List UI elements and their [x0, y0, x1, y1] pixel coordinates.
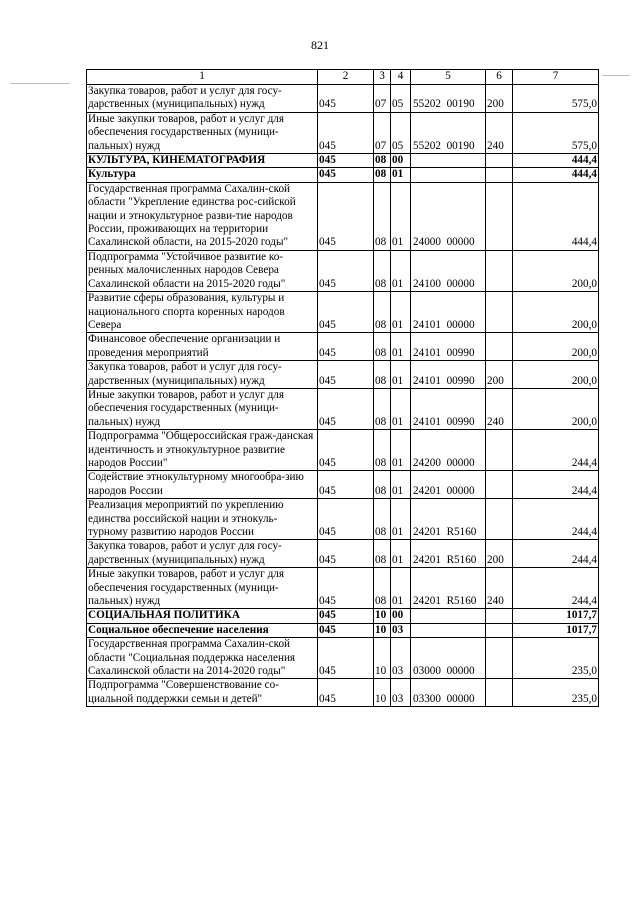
target-article-cell: 24201 00000 — [411, 471, 486, 499]
subsection-code-cell: 03 — [391, 679, 411, 707]
target-article-cell — [411, 168, 486, 182]
table-body — [87, 85, 599, 707]
amount-cell: 444,4 — [513, 168, 599, 182]
subsection-code-cell: 05 — [391, 112, 411, 153]
expense-type-cell — [486, 623, 513, 637]
section-code-cell: 08 — [374, 154, 391, 168]
table-row — [87, 609, 599, 623]
department-code-cell: 045 — [318, 250, 374, 291]
row-name-cell: Иные закупки товаров, работ и услуг для обеспечения государственных (муници-пальных) нужд — [87, 568, 318, 609]
subsection-code-cell: 01 — [391, 333, 411, 361]
section-code-cell: 07 — [374, 85, 391, 113]
amount-cell: 200,0 — [513, 388, 599, 429]
table-row — [87, 540, 599, 568]
section-code-cell: 08 — [374, 471, 391, 499]
department-code-cell: 045 — [318, 388, 374, 429]
section-code-cell: 08 — [374, 250, 391, 291]
department-code-cell: 045 — [318, 292, 374, 333]
row-name-cell: Финансовое обеспечение организации и проведения мероприятий — [87, 333, 318, 361]
department-code-cell: 045 — [318, 168, 374, 182]
section-code-cell: 08 — [374, 568, 391, 609]
expense-type-cell — [486, 638, 513, 679]
subsection-code-cell: 01 — [391, 540, 411, 568]
amount-cell: 235,0 — [513, 679, 599, 707]
row-name-cell: Закупка товаров, работ и услуг для госу-дарственных (муниципальных) нужд — [87, 361, 318, 389]
table-row — [87, 361, 599, 389]
expense-type-cell: 240 — [486, 112, 513, 153]
row-name-cell: Подпрограмма "Устойчивое развитие ко-ренных малочисленных народов Севера Сахалинской области на 2015-2020 годы" — [87, 250, 318, 291]
table-row — [87, 623, 599, 637]
expense-type-cell — [486, 430, 513, 471]
amount-cell: 1017,7 — [513, 623, 599, 637]
table-row — [87, 333, 599, 361]
column-header: 1 — [87, 70, 318, 85]
target-article-cell: 24201 R5160 — [411, 540, 486, 568]
row-name-cell: КУЛЬТУРА, КИНЕМАТОГРАФИЯ — [87, 154, 318, 168]
target-article-cell: 24101 00000 — [411, 292, 486, 333]
target-article-cell: 24101 00990 — [411, 388, 486, 429]
department-code-cell: 045 — [318, 154, 374, 168]
expense-type-cell — [486, 154, 513, 168]
row-name-cell: Закупка товаров, работ и услуг для госу-дарственных (муниципальных) нужд — [87, 85, 318, 113]
department-code-cell: 045 — [318, 85, 374, 113]
subsection-code-cell: 05 — [391, 85, 411, 113]
row-name-cell: Государственная программа Сахалин-ской области "Укрепление единства рос-сийской нации и этнокультурное разви-тие народов России, проживающих на территории Сахалинской области, на 2015-2020 годы" — [87, 182, 318, 250]
scan-artifact — [602, 75, 630, 76]
expense-type-cell: 240 — [486, 388, 513, 429]
amount-cell: 444,4 — [513, 154, 599, 168]
row-name-cell: Развитие сферы образования, культуры и национального спорта коренных народов Севера — [87, 292, 318, 333]
department-code-cell: 045 — [318, 333, 374, 361]
section-code-cell: 08 — [374, 292, 391, 333]
row-name-cell: Подпрограмма "Общероссийская граж-данская идентичность и этнокультурное развитие народов России" — [87, 430, 318, 471]
row-name-cell: Социальное обеспечение населения — [87, 623, 318, 637]
department-code-cell: 045 — [318, 499, 374, 540]
target-article-cell: 03300 00000 — [411, 679, 486, 707]
expense-type-cell — [486, 333, 513, 361]
page-number: 821 — [311, 38, 329, 52]
expense-type-cell: 200 — [486, 361, 513, 389]
column-header: 2 — [318, 70, 374, 85]
department-code-cell: 045 — [318, 540, 374, 568]
target-article-cell: 24000 00000 — [411, 182, 486, 250]
target-article-cell: 24200 00000 — [411, 430, 486, 471]
department-code-cell: 045 — [318, 361, 374, 389]
section-code-cell: 08 — [374, 182, 391, 250]
expense-type-cell: 200 — [486, 540, 513, 568]
target-article-cell — [411, 154, 486, 168]
department-code-cell: 045 — [318, 182, 374, 250]
subsection-code-cell: 01 — [391, 250, 411, 291]
expense-type-cell — [486, 679, 513, 707]
expense-type-cell — [486, 182, 513, 250]
column-header: 5 — [411, 70, 486, 85]
scan-artifact — [10, 83, 70, 84]
expense-type-cell — [486, 471, 513, 499]
expense-type-cell — [486, 168, 513, 182]
table-row — [87, 154, 599, 168]
section-code-cell: 10 — [374, 679, 391, 707]
amount-cell: 235,0 — [513, 638, 599, 679]
target-article-cell: 55202 00190 — [411, 112, 486, 153]
amount-cell: 244,4 — [513, 430, 599, 471]
table-row — [87, 292, 599, 333]
amount-cell: 244,4 — [513, 471, 599, 499]
amount-cell: 200,0 — [513, 361, 599, 389]
target-article-cell: 24201 R5160 — [411, 568, 486, 609]
expense-type-cell — [486, 499, 513, 540]
section-code-cell: 08 — [374, 540, 391, 568]
section-code-cell: 08 — [374, 333, 391, 361]
department-code-cell: 045 — [318, 471, 374, 499]
table-row — [87, 568, 599, 609]
row-name-cell: СОЦИАЛЬНАЯ ПОЛИТИКА — [87, 609, 318, 623]
target-article-cell: 55202 00190 — [411, 85, 486, 113]
table-row — [87, 250, 599, 291]
subsection-code-cell: 01 — [391, 568, 411, 609]
subsection-code-cell: 01 — [391, 168, 411, 182]
expense-type-cell — [486, 250, 513, 291]
department-code-cell: 045 — [318, 568, 374, 609]
expense-type-cell: 240 — [486, 568, 513, 609]
amount-cell: 200,0 — [513, 292, 599, 333]
section-code-cell: 08 — [374, 168, 391, 182]
subsection-code-cell: 03 — [391, 623, 411, 637]
table-row — [87, 471, 599, 499]
department-code-cell: 045 — [318, 430, 374, 471]
subsection-code-cell: 00 — [391, 154, 411, 168]
expense-type-cell: 200 — [486, 85, 513, 113]
expense-type-cell — [486, 292, 513, 333]
row-name-cell: Культура — [87, 168, 318, 182]
column-header: 3 — [374, 70, 391, 85]
target-article-cell: 24201 R5160 — [411, 499, 486, 540]
amount-cell: 1017,7 — [513, 609, 599, 623]
column-header: 7 — [513, 70, 599, 85]
section-code-cell: 10 — [374, 638, 391, 679]
row-name-cell: Содействие этнокультурному многообра-зию народов России — [87, 471, 318, 499]
target-article-cell: 03000 00000 — [411, 638, 486, 679]
target-article-cell: 24101 00990 — [411, 333, 486, 361]
table-row — [87, 182, 599, 250]
section-code-cell: 08 — [374, 361, 391, 389]
subsection-code-cell: 01 — [391, 499, 411, 540]
amount-cell: 444,4 — [513, 182, 599, 250]
amount-cell: 575,0 — [513, 85, 599, 113]
table-row — [87, 168, 599, 182]
subsection-code-cell: 03 — [391, 638, 411, 679]
table-row — [87, 85, 599, 113]
amount-cell: 244,4 — [513, 568, 599, 609]
amount-cell: 200,0 — [513, 333, 599, 361]
budget-table — [86, 69, 599, 707]
table-row — [87, 679, 599, 707]
section-code-cell: 08 — [374, 430, 391, 471]
amount-cell: 200,0 — [513, 250, 599, 291]
department-code-cell: 045 — [318, 679, 374, 707]
table-row — [87, 638, 599, 679]
subsection-code-cell: 01 — [391, 361, 411, 389]
subsection-code-cell: 01 — [391, 430, 411, 471]
row-name-cell: Подпрограмма "Совершенствование со-циальной поддержки семьи и детей" — [87, 679, 318, 707]
table-header — [87, 70, 599, 85]
subsection-code-cell: 01 — [391, 471, 411, 499]
amount-cell: 575,0 — [513, 112, 599, 153]
section-code-cell: 08 — [374, 499, 391, 540]
table-row — [87, 430, 599, 471]
target-article-cell — [411, 609, 486, 623]
target-article-cell: 24101 00990 — [411, 361, 486, 389]
target-article-cell: 24100 00000 — [411, 250, 486, 291]
subsection-code-cell: 00 — [391, 609, 411, 623]
table-row — [87, 388, 599, 429]
amount-cell: 244,4 — [513, 540, 599, 568]
section-code-cell: 10 — [374, 623, 391, 637]
row-name-cell: Иные закупки товаров, работ и услуг для обеспечения государственных (муници-пальных) нужд — [87, 112, 318, 153]
subsection-code-cell: 01 — [391, 292, 411, 333]
subsection-code-cell: 01 — [391, 388, 411, 429]
section-code-cell: 07 — [374, 112, 391, 153]
expense-type-cell — [486, 609, 513, 623]
department-code-cell: 045 — [318, 112, 374, 153]
department-code-cell: 045 — [318, 609, 374, 623]
row-name-cell: Государственная программа Сахалин-ской области "Социальная поддержка населения Сахалинской области на 2014-2020 годы" — [87, 638, 318, 679]
column-header: 4 — [391, 70, 411, 85]
amount-cell: 244,4 — [513, 499, 599, 540]
table-row — [87, 112, 599, 153]
column-header: 6 — [486, 70, 513, 85]
row-name-cell: Иные закупки товаров, работ и услуг для обеспечения государственных (муници-пальных) нужд — [87, 388, 318, 429]
table-row — [87, 499, 599, 540]
section-code-cell: 08 — [374, 388, 391, 429]
department-code-cell: 045 — [318, 623, 374, 637]
section-code-cell: 10 — [374, 609, 391, 623]
row-name-cell: Закупка товаров, работ и услуг для госу-дарственных (муниципальных) нужд — [87, 540, 318, 568]
subsection-code-cell: 01 — [391, 182, 411, 250]
department-code-cell: 045 — [318, 638, 374, 679]
target-article-cell — [411, 623, 486, 637]
row-name-cell: Реализация мероприятий по укреплению единства российской нации и этнокуль-турному развитию народов России — [87, 499, 318, 540]
